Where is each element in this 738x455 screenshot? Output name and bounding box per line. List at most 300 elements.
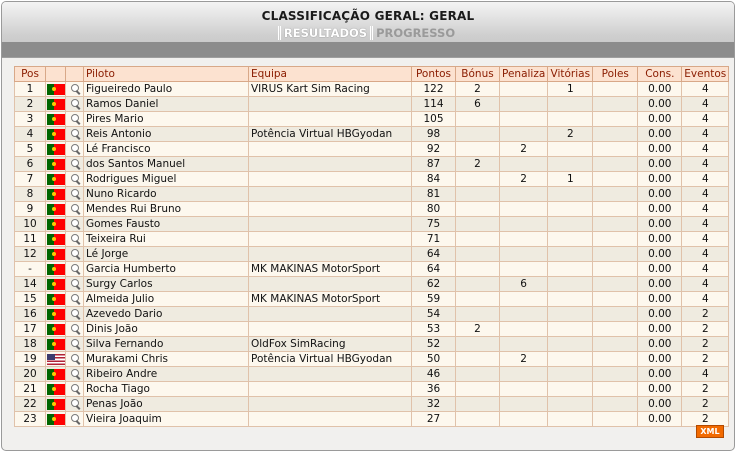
cell-pontos: 64 <box>412 262 456 277</box>
cell-poles <box>593 187 638 202</box>
cell-details[interactable] <box>66 217 84 232</box>
cell-equipa <box>249 247 412 262</box>
cell-cons: 0.00 <box>638 307 682 322</box>
magnifier-icon[interactable] <box>68 413 82 425</box>
cell-vitorias: 2 <box>548 127 593 142</box>
cell-eventos: 4 <box>682 367 729 382</box>
cell-bonus <box>456 307 500 322</box>
cell-penaliza <box>500 157 548 172</box>
magnifier-icon[interactable] <box>68 383 82 395</box>
cell-poles <box>593 172 638 187</box>
cell-penaliza <box>500 112 548 127</box>
cell-cons: 0.00 <box>638 367 682 382</box>
cell-penaliza <box>500 382 548 397</box>
cell-flag <box>46 82 66 97</box>
cell-eventos: 2 <box>682 412 729 427</box>
cell-details[interactable] <box>66 202 84 217</box>
cell-vitorias <box>548 292 593 307</box>
magnifier-icon[interactable] <box>68 248 82 260</box>
cell-vitorias <box>548 217 593 232</box>
col-flag <box>46 67 66 82</box>
cell-poles <box>593 367 638 382</box>
cell-cons: 0.00 <box>638 232 682 247</box>
col-penaliza[interactable]: Penaliza <box>500 67 548 82</box>
table-row <box>15 367 729 382</box>
cell-equipa <box>249 187 412 202</box>
cell-eventos: 4 <box>682 97 729 112</box>
cell-poles <box>593 307 638 322</box>
cell-penaliza <box>500 217 548 232</box>
col-cons[interactable]: Cons. <box>638 67 682 82</box>
cell-piloto[interactable]: Lé Jorge <box>84 247 249 262</box>
xml-export-button[interactable]: XML <box>696 425 724 438</box>
cell-pos: 7 <box>15 172 46 187</box>
panel-header <box>2 2 734 58</box>
portugal-flag-icon <box>47 264 65 275</box>
cell-equipa <box>249 367 412 382</box>
cell-piloto[interactable]: Vieira Joaquim <box>84 412 249 427</box>
col-pontos[interactable]: Pontos <box>412 67 456 82</box>
cell-cons: 0.00 <box>638 397 682 412</box>
cell-vitorias <box>548 307 593 322</box>
cell-penaliza <box>500 292 548 307</box>
cell-pos: 11 <box>15 232 46 247</box>
cell-vitorias <box>548 412 593 427</box>
cell-piloto[interactable]: dos Santos Manuel <box>84 157 249 172</box>
table-row <box>15 307 729 322</box>
cell-pos: 15 <box>15 292 46 307</box>
cell-piloto[interactable]: Azevedo Dario <box>84 307 249 322</box>
cell-pos: - <box>15 262 46 277</box>
cell-vitorias <box>548 97 593 112</box>
cell-details[interactable] <box>66 112 84 127</box>
portugal-flag-icon <box>47 309 65 320</box>
cell-details[interactable] <box>66 142 84 157</box>
cell-vitorias <box>548 382 593 397</box>
cell-penaliza <box>500 322 548 337</box>
cell-pontos: 75 <box>412 217 456 232</box>
cell-details[interactable] <box>66 187 84 202</box>
cell-equipa: Potência Virtual HBGyodan <box>249 352 412 367</box>
cell-cons: 0.00 <box>638 187 682 202</box>
cell-bonus <box>456 187 500 202</box>
cell-poles <box>593 112 638 127</box>
cell-penaliza <box>500 187 548 202</box>
cell-bonus <box>456 262 500 277</box>
cell-penaliza <box>500 247 548 262</box>
cell-cons: 0.00 <box>638 322 682 337</box>
cell-vitorias <box>548 322 593 337</box>
cell-details[interactable] <box>66 352 84 367</box>
magnifier-icon[interactable] <box>68 233 82 245</box>
portugal-flag-icon <box>47 129 65 140</box>
cell-flag <box>46 127 66 142</box>
cell-equipa <box>249 142 412 157</box>
cell-equipa <box>249 217 412 232</box>
table-row <box>15 322 729 337</box>
cell-pontos: 105 <box>412 112 456 127</box>
cell-piloto[interactable]: Penas João <box>84 397 249 412</box>
cell-bonus <box>456 397 500 412</box>
cell-poles <box>593 277 638 292</box>
cell-pos: 1 <box>15 82 46 97</box>
cell-vitorias <box>548 247 593 262</box>
cell-bonus <box>456 172 500 187</box>
cell-poles <box>593 247 638 262</box>
cell-penaliza: 2 <box>500 142 548 157</box>
cell-flag <box>46 397 66 412</box>
cell-flag <box>46 367 66 382</box>
cell-eventos: 2 <box>682 382 729 397</box>
cell-details[interactable] <box>66 172 84 187</box>
cell-bonus <box>456 232 500 247</box>
cell-poles <box>593 217 638 232</box>
cell-details[interactable] <box>66 367 84 382</box>
cell-pos: 14 <box>15 277 46 292</box>
magnifier-icon[interactable] <box>68 293 82 305</box>
cell-poles <box>593 232 638 247</box>
cell-pos: 5 <box>15 142 46 157</box>
table-row <box>15 142 729 157</box>
cell-flag <box>46 247 66 262</box>
cell-eventos: 4 <box>682 292 729 307</box>
cell-bonus <box>456 247 500 262</box>
table-row <box>15 202 729 217</box>
cell-eventos: 2 <box>682 397 729 412</box>
magnifier-icon[interactable] <box>68 338 82 350</box>
cell-equipa <box>249 202 412 217</box>
cell-penaliza <box>500 307 548 322</box>
portugal-flag-icon <box>47 414 65 425</box>
table-row <box>15 232 729 247</box>
cell-penaliza <box>500 82 548 97</box>
col-equipa[interactable]: Equipa <box>249 67 412 82</box>
cell-equipa: OldFox SimRacing <box>249 337 412 352</box>
cell-flag <box>46 217 66 232</box>
cell-piloto[interactable]: Rocha Tiago <box>84 382 249 397</box>
table-row <box>15 112 729 127</box>
magnifier-icon[interactable] <box>68 113 82 125</box>
magnifier-icon[interactable] <box>68 218 82 230</box>
cell-eventos: 2 <box>682 307 729 322</box>
cell-bonus <box>456 412 500 427</box>
cell-equipa: Potência Virtual HBGyodan <box>249 127 412 142</box>
cell-pontos: 52 <box>412 337 456 352</box>
cell-bonus <box>456 217 500 232</box>
tab-underline <box>2 42 734 57</box>
cell-details[interactable] <box>66 232 84 247</box>
portugal-flag-icon <box>47 219 65 230</box>
usa-flag-icon <box>47 354 65 365</box>
table-header-row <box>15 67 729 82</box>
cell-piloto[interactable]: Garcia Humberto <box>84 262 249 277</box>
magnifier-icon[interactable] <box>68 83 82 95</box>
cell-pos: 23 <box>15 412 46 427</box>
magnifier-icon[interactable] <box>68 203 82 215</box>
col-poles[interactable]: Poles <box>593 67 638 82</box>
cell-vitorias <box>548 262 593 277</box>
cell-details[interactable] <box>66 157 84 172</box>
table-row <box>15 127 729 142</box>
cell-details[interactable] <box>66 337 84 352</box>
cell-details[interactable] <box>66 82 84 97</box>
cell-piloto[interactable]: Lé Francisco <box>84 142 249 157</box>
cell-equipa <box>249 322 412 337</box>
cell-piloto[interactable]: Murakami Chris <box>84 352 249 367</box>
cell-pos: 6 <box>15 157 46 172</box>
cell-poles <box>593 397 638 412</box>
cell-piloto[interactable]: Dinis João <box>84 322 249 337</box>
cell-equipa: MK MAKINAS MotorSport <box>249 262 412 277</box>
magnifier-icon[interactable] <box>68 263 82 275</box>
cell-pos: 2 <box>15 97 46 112</box>
cell-cons: 0.00 <box>638 202 682 217</box>
cell-piloto[interactable]: Ramos Daniel <box>84 97 249 112</box>
magnifier-icon[interactable] <box>68 173 82 185</box>
portugal-flag-icon <box>47 339 65 350</box>
col-details <box>66 67 84 82</box>
col-piloto[interactable]: Piloto <box>84 67 249 82</box>
cell-pontos: 54 <box>412 307 456 322</box>
tab-resultados[interactable]: RESULTADOS <box>278 26 370 40</box>
magnifier-icon[interactable] <box>68 308 82 320</box>
cell-piloto[interactable]: Reis Antonio <box>84 127 249 142</box>
cell-pos: 10 <box>15 217 46 232</box>
magnifier-icon[interactable] <box>68 323 82 335</box>
cell-pos: 20 <box>15 367 46 382</box>
magnifier-icon[interactable] <box>68 143 82 155</box>
cell-equipa <box>249 157 412 172</box>
cell-flag <box>46 112 66 127</box>
cell-vitorias <box>548 397 593 412</box>
magnifier-icon[interactable] <box>68 368 82 380</box>
cell-flag <box>46 307 66 322</box>
cell-details[interactable] <box>66 247 84 262</box>
cell-bonus <box>456 277 500 292</box>
cell-pontos: 46 <box>412 367 456 382</box>
cell-eventos: 4 <box>682 127 729 142</box>
cell-penaliza <box>500 127 548 142</box>
cell-pontos: 27 <box>412 412 456 427</box>
cell-pos: 12 <box>15 247 46 262</box>
cell-piloto[interactable]: Ribeiro Andre <box>84 367 249 382</box>
cell-pontos: 62 <box>412 277 456 292</box>
tab-progresso[interactable]: PROGRESSO <box>370 26 458 40</box>
cell-eventos: 4 <box>682 262 729 277</box>
magnifier-icon[interactable] <box>68 98 82 110</box>
cell-eventos: 4 <box>682 82 729 97</box>
cell-equipa <box>249 97 412 112</box>
cell-pos: 19 <box>15 352 46 367</box>
cell-bonus <box>456 382 500 397</box>
cell-flag <box>46 157 66 172</box>
cell-flag <box>46 322 66 337</box>
cell-bonus <box>456 337 500 352</box>
table-row <box>15 292 729 307</box>
magnifier-icon[interactable] <box>68 128 82 140</box>
cell-cons: 0.00 <box>638 97 682 112</box>
cell-eventos: 4 <box>682 217 729 232</box>
cell-piloto[interactable]: Silva Fernando <box>84 337 249 352</box>
cell-eventos: 4 <box>682 202 729 217</box>
cell-details[interactable] <box>66 397 84 412</box>
cell-flag <box>46 172 66 187</box>
cell-eventos: 2 <box>682 352 729 367</box>
cell-details[interactable] <box>66 322 84 337</box>
cell-cons: 0.00 <box>638 292 682 307</box>
cell-pos: 3 <box>15 112 46 127</box>
cell-equipa <box>249 112 412 127</box>
cell-eventos: 4 <box>682 112 729 127</box>
cell-cons: 0.00 <box>638 142 682 157</box>
cell-cons: 0.00 <box>638 172 682 187</box>
cell-eventos: 4 <box>682 157 729 172</box>
portugal-flag-icon <box>47 114 65 125</box>
cell-pontos: 36 <box>412 382 456 397</box>
cell-details[interactable] <box>66 262 84 277</box>
cell-eventos: 4 <box>682 232 729 247</box>
cell-details[interactable] <box>66 277 84 292</box>
cell-penaliza: 2 <box>500 172 548 187</box>
cell-poles <box>593 382 638 397</box>
table-row <box>15 412 729 427</box>
cell-vitorias <box>548 187 593 202</box>
cell-piloto[interactable]: Gomes Fausto <box>84 217 249 232</box>
portugal-flag-icon <box>47 159 65 170</box>
cell-poles <box>593 412 638 427</box>
cell-pontos: 64 <box>412 247 456 262</box>
cell-vitorias <box>548 112 593 127</box>
cell-details[interactable] <box>66 97 84 112</box>
cell-cons: 0.00 <box>638 82 682 97</box>
table-row <box>15 172 729 187</box>
table-row <box>15 217 729 232</box>
cell-bonus <box>456 367 500 382</box>
cell-vitorias: 1 <box>548 172 593 187</box>
cell-pos: 16 <box>15 307 46 322</box>
portugal-flag-icon <box>47 99 65 110</box>
cell-details[interactable] <box>66 307 84 322</box>
cell-pontos: 87 <box>412 157 456 172</box>
cell-details[interactable] <box>66 292 84 307</box>
standings-panel <box>1 1 735 451</box>
cell-flag <box>46 277 66 292</box>
table-row <box>15 82 729 97</box>
portugal-flag-icon <box>47 279 65 290</box>
cell-penaliza <box>500 412 548 427</box>
magnifier-icon[interactable] <box>68 398 82 410</box>
cell-poles <box>593 352 638 367</box>
cell-flag <box>46 262 66 277</box>
cell-vitorias <box>548 367 593 382</box>
cell-equipa: MK MAKINAS MotorSport <box>249 292 412 307</box>
cell-eventos: 4 <box>682 142 729 157</box>
cell-eventos: 4 <box>682 187 729 202</box>
cell-pontos: 59 <box>412 292 456 307</box>
cell-pos: 17 <box>15 322 46 337</box>
portugal-flag-icon <box>47 249 65 260</box>
cell-cons: 0.00 <box>638 352 682 367</box>
cell-details[interactable] <box>66 127 84 142</box>
cell-pontos: 80 <box>412 202 456 217</box>
cell-poles <box>593 157 638 172</box>
portugal-flag-icon <box>47 324 65 335</box>
cell-details[interactable] <box>66 382 84 397</box>
cell-poles <box>593 322 638 337</box>
cell-piloto[interactable]: Almeida Julio <box>84 292 249 307</box>
cell-pontos: 71 <box>412 232 456 247</box>
magnifier-icon[interactable] <box>68 158 82 170</box>
cell-piloto[interactable]: Figueiredo Paulo <box>84 82 249 97</box>
portugal-flag-icon <box>47 399 65 410</box>
cell-piloto[interactable]: Pires Mario <box>84 112 249 127</box>
col-vitorias[interactable]: Vitórias <box>548 67 593 82</box>
cell-details[interactable] <box>66 412 84 427</box>
table-row <box>15 247 729 262</box>
cell-bonus <box>456 127 500 142</box>
cell-piloto[interactable]: Teixeira Rui <box>84 232 249 247</box>
cell-piloto[interactable]: Rodrigues Miguel <box>84 172 249 187</box>
magnifier-icon[interactable] <box>68 278 82 290</box>
cell-flag <box>46 382 66 397</box>
magnifier-icon[interactable] <box>68 188 82 200</box>
cell-equipa <box>249 382 412 397</box>
portugal-flag-icon <box>47 84 65 95</box>
cell-cons: 0.00 <box>638 127 682 142</box>
table-row <box>15 277 729 292</box>
cell-cons: 0.00 <box>638 277 682 292</box>
cell-cons: 0.00 <box>638 412 682 427</box>
cell-bonus: 2 <box>456 157 500 172</box>
cell-penaliza: 6 <box>500 277 548 292</box>
cell-piloto[interactable]: Mendes Rui Bruno <box>84 202 249 217</box>
cell-equipa <box>249 172 412 187</box>
table-row <box>15 262 729 277</box>
col-pos[interactable]: Pos <box>15 67 46 82</box>
table-row <box>15 352 729 367</box>
cell-piloto[interactable]: Surgy Carlos <box>84 277 249 292</box>
table-row <box>15 382 729 397</box>
cell-pontos: 50 <box>412 352 456 367</box>
cell-penaliza <box>500 337 548 352</box>
cell-bonus: 6 <box>456 97 500 112</box>
table-row <box>15 397 729 412</box>
cell-piloto[interactable]: Nuno Ricardo <box>84 187 249 202</box>
cell-flag <box>46 292 66 307</box>
cell-cons: 0.00 <box>638 247 682 262</box>
cell-penaliza: 2 <box>500 352 548 367</box>
cell-vitorias <box>548 142 593 157</box>
portugal-flag-icon <box>47 369 65 380</box>
cell-pos: 21 <box>15 382 46 397</box>
col-bonus[interactable]: Bónus <box>456 67 500 82</box>
portugal-flag-icon <box>47 204 65 215</box>
magnifier-icon[interactable] <box>68 353 82 365</box>
portugal-flag-icon <box>47 174 65 185</box>
cell-flag <box>46 142 66 157</box>
cell-cons: 0.00 <box>638 382 682 397</box>
cell-equipa <box>249 307 412 322</box>
cell-vitorias <box>548 337 593 352</box>
cell-eventos: 4 <box>682 172 729 187</box>
cell-flag <box>46 187 66 202</box>
col-eventos[interactable]: Eventos <box>682 67 729 82</box>
cell-flag <box>46 232 66 247</box>
cell-pontos: 98 <box>412 127 456 142</box>
cell-pos: 22 <box>15 397 46 412</box>
cell-penaliza <box>500 397 548 412</box>
portugal-flag-icon <box>47 189 65 200</box>
